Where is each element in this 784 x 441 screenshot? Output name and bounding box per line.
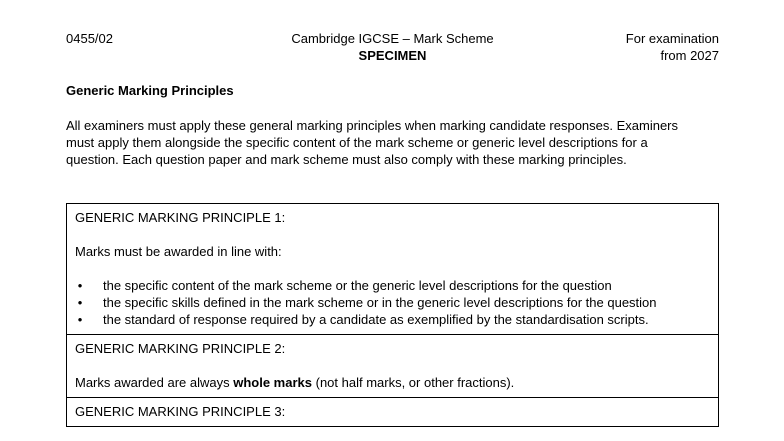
- list-item: [75, 311, 710, 328]
- specimen-label: SPECIMEN: [358, 48, 427, 63]
- principle-3-heading: GENERIC MARKING PRINCIPLE 3:: [75, 404, 286, 419]
- list-item-text: the specific skills defined in the mark scheme or in the generic level descriptions for the question: [103, 295, 657, 310]
- examination-line-2: from 2027: [660, 48, 719, 63]
- intro-paragraph: All examiners must apply these general marking principles when marking candidate responses. Examiners must apply them alongside the specific content of the mark scheme or generic level descriptions for a question. Each question paper and mark scheme must also comply with these marking principles.: [66, 118, 679, 167]
- principle-2-text-before: Marks awarded are always: [75, 375, 234, 390]
- principle-2-heading: GENERIC MARKING PRINCIPLE 2:: [75, 341, 286, 356]
- list-item-text: the standard of response required by a candidate as exemplified by the standardisation scripts.: [103, 312, 649, 327]
- principles-table: [66, 203, 719, 427]
- bullet-icon: •: [77, 312, 83, 327]
- list-item-text: the specific content of the mark scheme or the generic level descriptions for the question: [103, 278, 612, 293]
- examination-line-1: For examination: [625, 31, 719, 46]
- principle-cell-2: [67, 335, 719, 398]
- principle-2-text-after: (not half marks, or other fractions).: [312, 375, 515, 390]
- principle-cell-3: [67, 398, 719, 427]
- principle-2-text: [75, 374, 710, 391]
- principle-row-3: [67, 398, 719, 427]
- principle-row-1: [67, 204, 719, 335]
- section-title: Generic Marking Principles: [66, 83, 234, 98]
- page-header: [66, 30, 719, 66]
- principle-cell-1: [67, 204, 719, 335]
- document-title: Cambridge IGCSE – Mark Scheme: [291, 31, 494, 46]
- principle-2-text-bold: whole marks: [233, 375, 312, 390]
- syllabus-code: 0455/02: [66, 31, 113, 46]
- principle-1-list: [75, 277, 710, 328]
- bullet-icon: •: [77, 278, 83, 293]
- list-item: [75, 277, 710, 294]
- list-item: [75, 294, 710, 311]
- bullet-icon: •: [77, 295, 83, 310]
- principle-1-heading: GENERIC MARKING PRINCIPLE 1:: [75, 210, 286, 225]
- examination-date-block: [626, 30, 719, 64]
- principle-row-2: [67, 335, 719, 398]
- principle-1-lead: Marks must be awarded in line with:: [75, 244, 282, 259]
- document-title-block: [66, 30, 719, 64]
